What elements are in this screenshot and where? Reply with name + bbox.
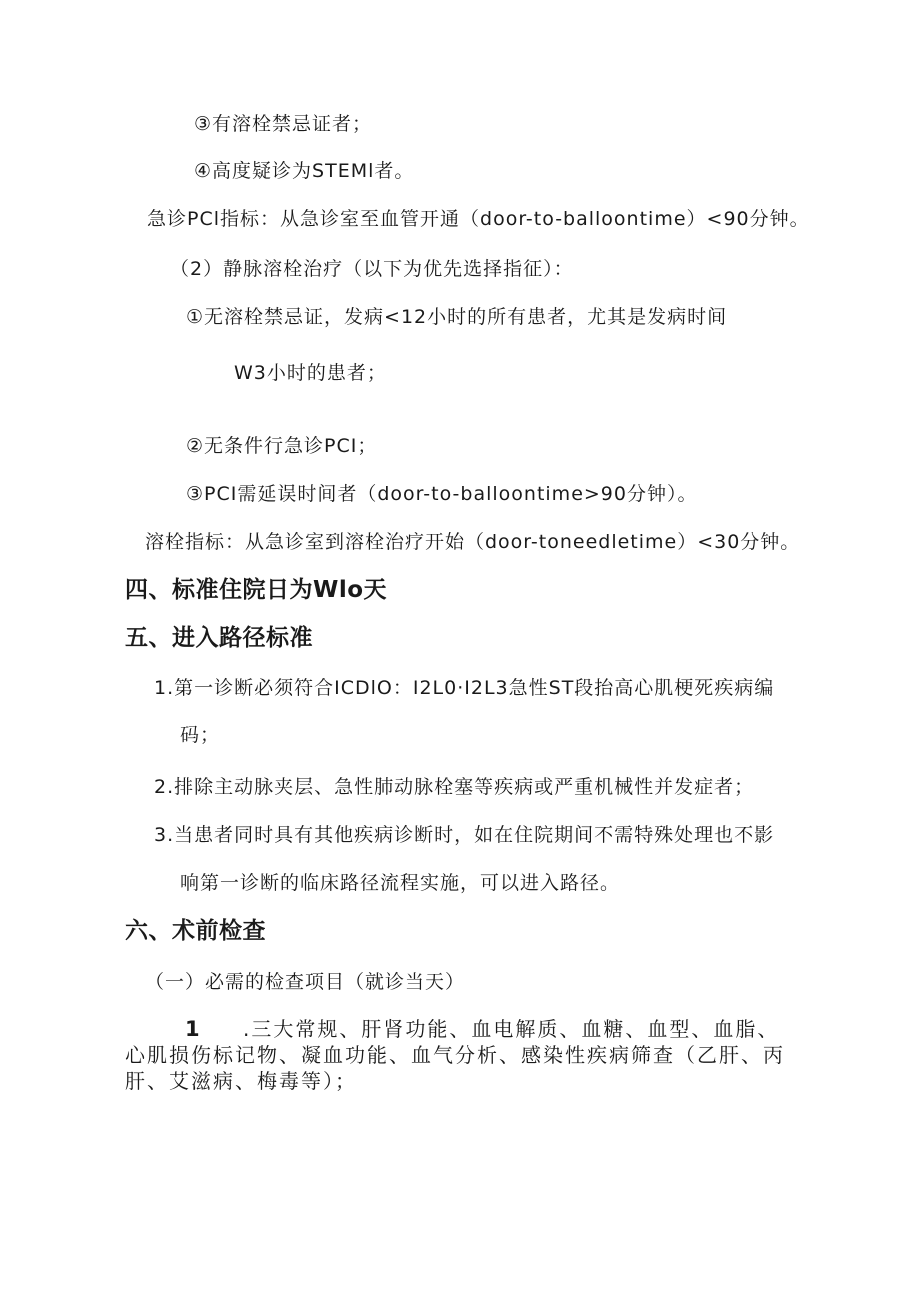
contraindication-line: ③有溶栓禁忌证者； — [194, 113, 373, 135]
criteria-item-3-cont: 响第一诊断的临床路径流程实施，可以进入路径。 — [180, 872, 621, 894]
indication-2-line: ②无条件行急诊PCI； — [186, 435, 378, 457]
section-4-heading: 四、标准住院日为Wlo天 — [125, 577, 388, 603]
indication-1-cont-line: W3小时的患者； — [234, 362, 387, 384]
indication-1-line: ①无溶栓禁忌证，发病<12小时的所有患者，尤其是发病时间 — [186, 306, 728, 328]
section-5-heading: 五、进入路径标准 — [125, 625, 313, 651]
required-tests-subheading: （一）必需的检查项目（就诊当天） — [145, 971, 466, 993]
criteria-item-3: 3.当患者同时具有其他疾病诊断时，如在住院期间不需特殊处理也不影 — [154, 824, 775, 846]
thrombolysis-heading-line: （2）静脉溶栓治疗（以下为优先选择指征）： — [170, 258, 574, 280]
criteria-item-1: 1.第一诊断必须符合ICDlO：I2L0·I2L3急性ST段抬高心肌梗死疾病编 — [154, 677, 775, 699]
stemi-suspect-line: ④高度疑诊为STEMl者。 — [194, 160, 415, 182]
indication-3-line: ③PCI需延误时间者（door-to-balloontime>90分钟）。 — [186, 483, 698, 505]
section-6-heading: 六、术前检查 — [125, 918, 266, 944]
item-number: 1 — [185, 1017, 202, 1041]
criteria-item-1-cont: 码； — [180, 724, 221, 746]
item-text: .三大常规、肝肾功能、血电解质、血糖、血型、血脂、心肌损伤标记物、凝血功能、血气分析、感染性疾病筛查（乙肝、丙肝、艾滋病、梅毒等）； — [125, 1017, 785, 1093]
required-tests-item-1 — [125, 1016, 785, 1094]
thrombolysis-metric-line: 溶栓指标：从急诊室到溶栓治疗开始（door-toneedletime）<30分钟。 — [145, 531, 801, 553]
criteria-item-2: 2.排除主动脉夹层、急性肺动脉栓塞等疾病或严重机械性并发症者； — [154, 776, 755, 798]
pci-metric-line: 急诊PCl指标：从急诊室至血管开通（door-to-balloontime）<90分钟。 — [147, 208, 810, 230]
